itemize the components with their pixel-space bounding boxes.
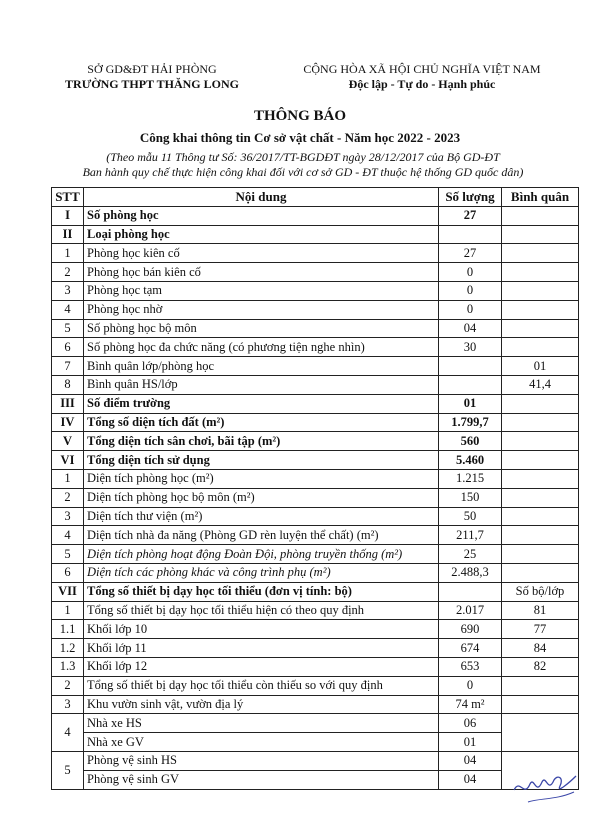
row-stt: 1: [52, 601, 84, 620]
row-average: [502, 507, 579, 526]
row-stt: 2: [52, 488, 84, 507]
row-average: [502, 394, 579, 413]
row-quantity: 690: [439, 620, 502, 639]
row-quantity: 04: [439, 319, 502, 338]
row-average: [502, 338, 579, 357]
row-average: [502, 244, 579, 263]
row-quantity: 25: [439, 545, 502, 564]
table-row: [52, 639, 579, 658]
row-stt: 3: [52, 695, 84, 714]
table-row: [52, 300, 579, 319]
table-row: [52, 225, 579, 244]
header-quantity: Số lượng: [439, 188, 502, 207]
table-row: [52, 676, 579, 695]
row-average: [502, 206, 579, 225]
table-row: [52, 751, 579, 770]
row-stt: 1: [52, 469, 84, 488]
row-content: Phòng vệ sinh HS: [84, 751, 439, 770]
row-stt: II: [52, 225, 84, 244]
row-content: Phòng học kiên cố: [84, 244, 439, 263]
table-row: [52, 563, 579, 582]
row-average: [502, 281, 579, 300]
row-stt: 8: [52, 375, 84, 394]
document-subtitle: Công khai thông tin Cơ sở vật chất - Năm học 2022 - 2023: [139, 130, 461, 145]
legal-note-line2: Ban hành quy chế thực hiện công khai đối với cơ sở GD - ĐT thuộc hệ thống GD quốc dân): [82, 165, 524, 179]
table-row: [52, 488, 579, 507]
table-row: [52, 319, 579, 338]
row-average: [502, 469, 579, 488]
row-quantity: [439, 357, 502, 376]
row-quantity: 1.215: [439, 469, 502, 488]
table-row: [52, 582, 579, 601]
row-content: Nhà xe HS: [84, 714, 439, 733]
national-header: [262, 62, 582, 92]
row-content: Bình quân lớp/phòng học: [84, 357, 439, 376]
row-content: Diện tích các phòng khác và công trình phụ (m²): [84, 563, 439, 582]
legal-note: [18, 150, 588, 180]
table-row: [52, 714, 579, 733]
row-average: [502, 413, 579, 432]
row-quantity: 04: [439, 770, 502, 789]
row-stt: 6: [52, 563, 84, 582]
row-stt: VI: [52, 451, 84, 470]
department-name: SỞ GD&ĐT HẢI PHÒNG: [87, 62, 217, 76]
row-quantity: 5.460: [439, 451, 502, 470]
row-stt: 5: [52, 545, 84, 564]
row-content: Loại phòng học: [84, 225, 439, 244]
row-quantity: 27: [439, 206, 502, 225]
row-content: Tổng số diện tích đất (m²): [84, 413, 439, 432]
row-quantity: 0: [439, 300, 502, 319]
header-average: Bình quân: [502, 188, 579, 207]
row-stt: 3: [52, 507, 84, 526]
table-row: [52, 263, 579, 282]
row-content: Khối lớp 12: [84, 657, 439, 676]
row-stt: III: [52, 394, 84, 413]
row-stt: 1: [52, 244, 84, 263]
row-stt: 6: [52, 338, 84, 357]
row-stt: 1.3: [52, 657, 84, 676]
row-stt: 5: [52, 319, 84, 338]
table-row: [52, 206, 579, 225]
row-average: 01: [502, 357, 579, 376]
motto: Độc lập - Tự do - Hạnh phúc: [348, 77, 496, 91]
facilities-table: [51, 187, 579, 790]
row-average: [502, 263, 579, 282]
table-row: [52, 281, 579, 300]
row-average: [502, 319, 579, 338]
row-average: [502, 488, 579, 507]
row-quantity: 50: [439, 507, 502, 526]
row-content: Diện tích phòng học bộ môn (m²): [84, 488, 439, 507]
row-content: Diện tích phòng học (m²): [84, 469, 439, 488]
table-row: [52, 507, 579, 526]
table-row: [52, 657, 579, 676]
row-quantity: [439, 375, 502, 394]
row-quantity: 211,7: [439, 526, 502, 545]
row-quantity: 30: [439, 338, 502, 357]
table-row: [52, 526, 579, 545]
row-quantity: 0: [439, 281, 502, 300]
row-content: Phòng học bán kiên cố: [84, 263, 439, 282]
row-quantity: [439, 582, 502, 601]
table-row: [52, 413, 579, 432]
row-content: Tổng số thiết bị dạy học tối thiểu (đơn vị tính: bộ): [84, 582, 439, 601]
row-content: Khối lớp 10: [84, 620, 439, 639]
row-average: [502, 676, 579, 695]
table-row: [52, 695, 579, 714]
row-stt: 1.2: [52, 639, 84, 658]
row-average: [502, 451, 579, 470]
row-content: Nhà xe GV: [84, 733, 439, 752]
row-quantity: 06: [439, 714, 502, 733]
row-average: [502, 545, 579, 564]
row-content: Tổng số thiết bị dạy học tối thiểu hiện có theo quy định: [84, 601, 439, 620]
row-quantity: 653: [439, 657, 502, 676]
row-quantity: 0: [439, 263, 502, 282]
table-row: [52, 432, 579, 451]
table-row: [52, 394, 579, 413]
row-average: 77: [502, 620, 579, 639]
row-stt: 1.1: [52, 620, 84, 639]
row-stt: 4: [52, 526, 84, 545]
table-row: [52, 469, 579, 488]
signature-mark: [510, 768, 580, 808]
row-content: Phòng học tạm: [84, 281, 439, 300]
row-content: Diện tích nhà đa năng (Phòng GD rèn luyện thể chất) (m²): [84, 526, 439, 545]
school-name: TRƯỜNG THPT THĂNG LONG: [65, 77, 239, 91]
row-quantity: 74 m²: [439, 695, 502, 714]
row-stt: I: [52, 206, 84, 225]
row-quantity: 150: [439, 488, 502, 507]
row-content: Số phòng học đa chức năng (có phương tiện nghe nhìn): [84, 338, 439, 357]
row-average: 84: [502, 639, 579, 658]
row-average: [502, 563, 579, 582]
row-content: Tổng diện tích sử dụng: [84, 451, 439, 470]
row-content: Phòng học nhờ: [84, 300, 439, 319]
row-average: [502, 695, 579, 714]
row-quantity: 1.799,7: [439, 413, 502, 432]
table-row: [52, 357, 579, 376]
row-quantity: 01: [439, 733, 502, 752]
row-average: 41,4: [502, 375, 579, 394]
row-content: Tổng diện tích sân chơi, bãi tập (m²): [84, 432, 439, 451]
table-row: [52, 733, 579, 752]
table-row: [52, 545, 579, 564]
row-content: Số phòng học: [84, 206, 439, 225]
row-stt: 7: [52, 357, 84, 376]
row-quantity: 04: [439, 751, 502, 770]
table-row: [52, 338, 579, 357]
row-content: Tổng số thiết bị dạy học tối thiểu còn thiếu so với quy định: [84, 676, 439, 695]
row-average: [502, 300, 579, 319]
header-stt: STT: [52, 188, 84, 207]
row-average: [502, 225, 579, 244]
row-quantity: 0: [439, 676, 502, 695]
row-average: 82: [502, 657, 579, 676]
row-average: [502, 526, 579, 545]
row-content: Diện tích thư viện (m²): [84, 507, 439, 526]
table-row: [52, 620, 579, 639]
table-header-row: [52, 188, 579, 207]
document-title: THÔNG BÁO: [253, 108, 347, 124]
row-quantity: 2.017: [439, 601, 502, 620]
row-stt: 3: [52, 281, 84, 300]
table-row: [52, 770, 579, 789]
row-quantity: 560: [439, 432, 502, 451]
row-stt: 4: [52, 300, 84, 319]
row-content: Khu vườn sinh vật, vườn địa lý: [84, 695, 439, 714]
row-stt: 5: [52, 751, 84, 789]
header-content: Nội dung: [84, 188, 439, 207]
table-row: [52, 451, 579, 470]
row-average: Số bộ/lớp: [502, 582, 579, 601]
row-stt: IV: [52, 413, 84, 432]
row-quantity: [439, 225, 502, 244]
row-content: Diện tích phòng hoạt động Đoàn Đội, phòng truyền thống (m²): [84, 545, 439, 564]
table-row: [52, 601, 579, 620]
country-name: CỘNG HÒA XÃ HỘI CHỦ NGHĨA VIỆT NAM: [303, 62, 541, 76]
row-content: Khối lớp 11: [84, 639, 439, 658]
row-quantity: 674: [439, 639, 502, 658]
row-stt: V: [52, 432, 84, 451]
agency-header: [52, 62, 252, 92]
row-stt: 4: [52, 714, 84, 752]
row-stt: 2: [52, 263, 84, 282]
row-content: Phòng vệ sinh GV: [84, 770, 439, 789]
row-content: Bình quân HS/lớp: [84, 375, 439, 394]
table-row: [52, 244, 579, 263]
row-stt: VII: [52, 582, 84, 601]
row-stt: 2: [52, 676, 84, 695]
row-average: [502, 714, 579, 752]
row-quantity: 27: [439, 244, 502, 263]
row-quantity: 2.488,3: [439, 563, 502, 582]
row-content: Số điểm trường: [84, 394, 439, 413]
row-content: Số phòng học bộ môn: [84, 319, 439, 338]
row-quantity: 01: [439, 394, 502, 413]
row-average: 81: [502, 601, 579, 620]
legal-note-line1: (Theo mẫu 11 Thông tư Số: 36/2017/TT-BGDĐT ngày 28/12/2017 của Bộ GD-ĐT: [106, 150, 500, 164]
row-average: [502, 432, 579, 451]
table-row: [52, 375, 579, 394]
